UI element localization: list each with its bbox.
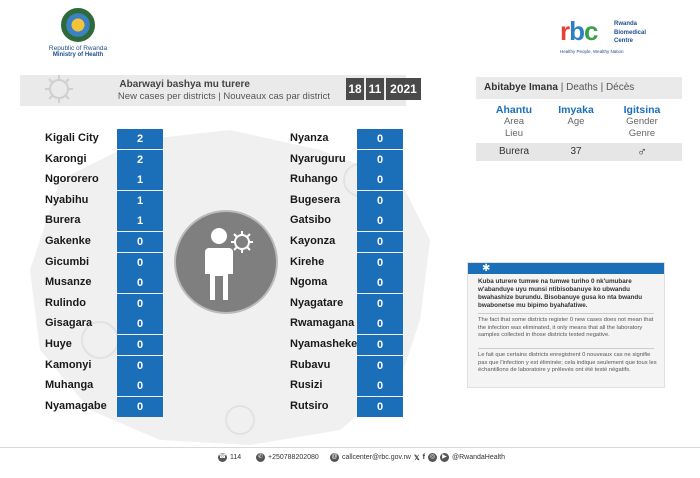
deaths-col-age: Imyaka Age: [558, 104, 594, 127]
rwanda-seal-icon: [61, 8, 95, 42]
district-name: Gicumbi: [45, 255, 90, 268]
date-year: 2021: [386, 78, 421, 100]
person-virus-icon: [174, 210, 278, 314]
disclaimer-note: [467, 262, 665, 388]
district-cases: 0: [357, 376, 403, 396]
instagram-icon: ◎: [429, 454, 436, 460]
rbc-logo: [560, 18, 670, 58]
footer-social: 𝕏 f ◎ ▶ @RwandaHealth: [414, 454, 506, 462]
district-row: [290, 294, 403, 314]
district-cases: 0: [357, 170, 403, 190]
district-name: Rwamagana: [290, 317, 355, 330]
district-name: Nyamagabe: [45, 399, 107, 412]
district-cases: 0: [357, 335, 403, 355]
deaths-header: Abitabye Imana | Deaths | Décès: [476, 77, 682, 99]
district-cases: 0: [357, 191, 403, 211]
district-name: Nyaruguru: [290, 152, 346, 165]
district-cases: 0: [357, 232, 403, 252]
male-gender-icon: ♂: [637, 144, 647, 159]
district-name: Karongi: [45, 152, 87, 165]
district-row: [45, 232, 163, 252]
district-row: [45, 335, 163, 355]
district-name: Gatsibo: [290, 214, 331, 227]
ministry-of-health-logo: [38, 8, 118, 58]
district-cases: 0: [117, 314, 163, 334]
district-row: [45, 191, 163, 211]
district-name: Ruhango: [290, 173, 338, 186]
deaths-col-gender: Igitsina Gender Genre: [623, 104, 661, 139]
district-cases: 0: [357, 253, 403, 273]
facebook-icon: f: [422, 454, 425, 461]
district-row: [45, 253, 163, 273]
district-row: [290, 191, 403, 211]
footer-email: @ callcenter@rbc.gov.rw: [331, 454, 411, 461]
district-cases: 0: [357, 273, 403, 293]
moh-country: Republic of Rwanda: [48, 45, 108, 52]
district-row: [290, 170, 403, 190]
district-name: Nyanza: [290, 132, 329, 144]
district-name: Burera: [45, 214, 81, 227]
deaths-col-area: Ahantu Area Lieu: [495, 104, 533, 139]
title-band: [20, 75, 417, 106]
district-name: Bugesera: [290, 193, 341, 206]
note-asterisk-icon: ✱: [468, 263, 664, 274]
footer-phone: ✆ +250788202080: [257, 454, 319, 461]
district-row: [290, 335, 403, 355]
district-cases: 0: [117, 273, 163, 293]
district-row: [45, 150, 163, 170]
district-row: [45, 273, 163, 293]
district-cases: 0: [357, 211, 403, 231]
note-english: The fact that some districts register 0 new cases does not mean that the infection was eliminated, it only means that all the laboratory samples collected in those districts tested negative.: [478, 317, 654, 339]
district-name: Musanze: [45, 276, 92, 289]
district-name: Nyagatare: [290, 296, 344, 309]
district-name: Kigali City: [45, 132, 99, 144]
district-name: Gakenke: [45, 235, 91, 247]
district-row: [290, 253, 403, 273]
district-row: [45, 376, 163, 396]
district-name: Rulindo: [45, 296, 86, 309]
person-icon: [176, 212, 280, 316]
district-row: [45, 314, 163, 334]
district-row: [290, 314, 403, 334]
district-cases: 0: [117, 294, 163, 314]
phone-icon: ☎: [218, 454, 227, 460]
district-name: Gisagara: [45, 317, 93, 330]
district-cases: 2: [117, 150, 163, 170]
rbc-tagline: Healthy People, Wealthy Nation: [560, 49, 624, 54]
deaths-label-en: Deaths: [566, 82, 598, 93]
rbc-full-name: Rwanda Biomedical Centre: [614, 21, 647, 44]
district-name: Muhanga: [45, 379, 94, 392]
youtube-icon: ▶: [440, 453, 449, 462]
district-row: [45, 129, 163, 149]
title-kinyarwanda: Abarwayi bashya mu turere: [119, 79, 250, 90]
district-cases: 1: [117, 211, 163, 231]
district-cases: 2: [117, 129, 163, 149]
date-month: 11: [366, 78, 384, 100]
district-row: [45, 211, 163, 231]
footer-divider: [0, 447, 700, 448]
district-cases: 0: [117, 253, 163, 273]
district-row: [290, 397, 403, 417]
district-cases: 0: [357, 397, 403, 417]
district-cases: 1: [117, 191, 163, 211]
district-name: Kamonyi: [45, 358, 92, 371]
virus-icon: [42, 72, 76, 106]
district-cases: 0: [357, 294, 403, 314]
district-name: Huye: [45, 338, 72, 350]
district-name: Ngoma: [290, 276, 328, 289]
district-row: [45, 397, 163, 417]
email-icon: @: [331, 454, 338, 460]
district-name: Rutsiro: [290, 399, 329, 412]
deaths-label-fr: Décès: [605, 82, 635, 93]
district-cases: 0: [357, 356, 403, 376]
date-day: 18: [346, 78, 364, 100]
district-row: [290, 232, 403, 252]
death-area: Burera: [498, 146, 529, 157]
district-cases: 0: [117, 376, 163, 396]
note-divider: [478, 313, 654, 314]
district-row: [290, 273, 403, 293]
district-row: [45, 356, 163, 376]
whatsapp-icon: ✆: [257, 454, 264, 460]
district-name: Nyabihu: [45, 193, 89, 206]
district-row: [290, 211, 403, 231]
district-cases: 0: [117, 397, 163, 417]
deaths-row: [476, 143, 682, 161]
title-subtitle: New cases per districts | Nouveaux cas par district: [117, 91, 330, 102]
district-name: Rubavu: [290, 358, 331, 371]
note-french: Le fait que certains districts enregistrent 0 nouveaux cas ne signifie pas que l'infection y est éliminée; cela indique seulement que tous les échantillons de laboratoire y prélevés ont été testé négatifs.: [478, 352, 657, 374]
district-cases: 0: [357, 129, 403, 149]
rbc-wordmark: rbc: [560, 16, 598, 46]
district-row: [290, 129, 403, 149]
district-cases: 0: [117, 232, 163, 252]
district-cases: 0: [117, 335, 163, 355]
district-row: [45, 170, 163, 190]
district-cases: 0: [357, 150, 403, 170]
district-name: Nyamasheke: [290, 338, 358, 350]
district-row: [290, 150, 403, 170]
district-name: Kayonza: [290, 235, 336, 247]
footer-hotline: ☎ 114: [218, 454, 242, 461]
death-age: 37: [570, 146, 582, 157]
district-row: [45, 294, 163, 314]
note-kinyarwanda: Kuba uturere tumwe na tumwe turiho 0 nk'umubare w'abanduye uyu munsi ntibisobanuye ko ubwandu bwahashize burundu. Bisobanuye gusa ko nta bwandu bwabonetse mu bipimo byahafatiwe.: [478, 278, 643, 309]
deaths-label-rw: Abitabye Imana: [484, 82, 558, 93]
district-name: Ngororero: [45, 173, 99, 186]
note-divider: [478, 348, 654, 349]
district-cases: 0: [357, 314, 403, 334]
district-row: [290, 376, 403, 396]
moh-ministry: Ministry of Health: [52, 52, 104, 58]
twitter-icon: 𝕏: [414, 454, 420, 462]
district-cases: 1: [117, 170, 163, 190]
district-name: Rusizi: [290, 379, 323, 392]
district-row: [290, 356, 403, 376]
district-cases: 0: [117, 356, 163, 376]
district-name: Kirehe: [290, 255, 325, 268]
